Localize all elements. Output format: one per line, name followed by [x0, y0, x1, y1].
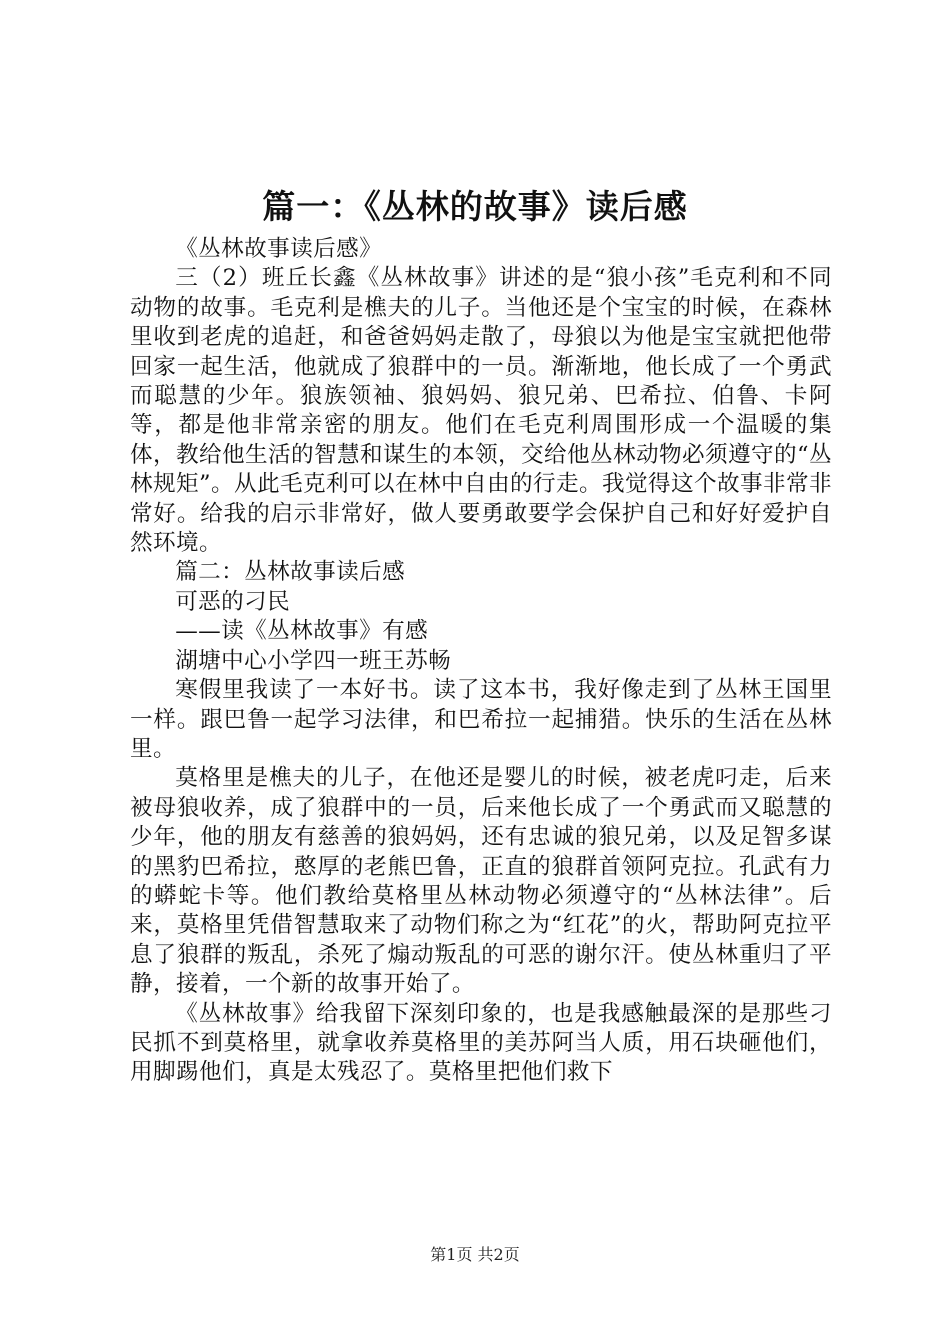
paragraph-impression: 《丛林故事》给我留下深刻印象的，也是我感触最深的是那些刁民抓不到莫格里，就拿收养莫格里的美苏阿当人质，用石块砸他们，用脚踢他们，真是太残忍了。莫格里把他们救下 — [130, 1000, 832, 1086]
document-body — [130, 235, 832, 1088]
essay-title: 可恶的刁民 — [175, 588, 291, 615]
essay-subtitle: ——读《丛林故事》有感 — [175, 618, 429, 645]
paragraph-essay-one: 三（2）班丘长鑫《丛林故事》讲述的是“狼小孩”毛克利和不同动物的故事。毛克利是樵夫的儿子。当他还是个宝宝的时候，在森林里收到老虎的追赶，和爸爸妈妈走散了，母狼以为他是宝宝就把他带回家一起生活，他就成了狼群中的一员。渐渐地，他长成了一个勇武而聪慧的少年。狼族领袖、狼妈妈、狼兄弟、巴希拉、伯鲁、卡阿等，都是他非常亲密的朋友。他们在毛克利周围形成一个温暖的集体，教给他生活的智慧和谋生的本领，交给他丛林动物必须遵守的“丛林规矩”。从此毛克利可以在林中自由的行走。我觉得这个故事非常非常好。给我的启示非常好，做人要勇敢要学会保护自己和好好爱护自然环境。 — [130, 265, 832, 557]
paragraph-subtitle: 《丛林故事读后感》 — [175, 236, 383, 262]
document-title: 篇一：《丛林的故事》读后感 — [262, 187, 688, 226]
page-indicator: 第1页 共2页 — [430, 1245, 520, 1264]
author-line: 湖塘中心小学四一班王苏畅 — [175, 647, 452, 674]
section-heading-part-two: 篇二：丛林故事读后感 — [175, 559, 406, 586]
paragraph-summary: 莫格里是樵夫的儿子，在他还是婴儿的时候，被老虎叼走，后来被母狼收养，成了狼群中的一员，后来他长成了一个勇武而又聪慧的少年，他的朋友有慈善的狼妈妈，还有忠诚的狼兄弟，以及足智多谋的黑豹巴希拉，憨厚的老熊巴鲁，正直的狼群首领阿克拉。孔武有力的蟒蛇卡等。他们教给莫格里丛林动物必须遵守的“丛林法律”。后来，莫格里凭借智慧取来了动物们称之为“红花”的火，帮助阿克拉平息了狼群的叛乱，杀死了煽动叛乱的可恶的谢尔汗。使丛林重归了平静，接着，一个新的故事开始了。 — [130, 765, 832, 998]
paragraph-intro: 寒假里我读了一本好书。读了这本书，我好像走到了丛林王国里一样。跟巴鲁一起学习法律，和巴希拉一起捕猎。快乐的生活在丛林里。 — [130, 677, 832, 762]
